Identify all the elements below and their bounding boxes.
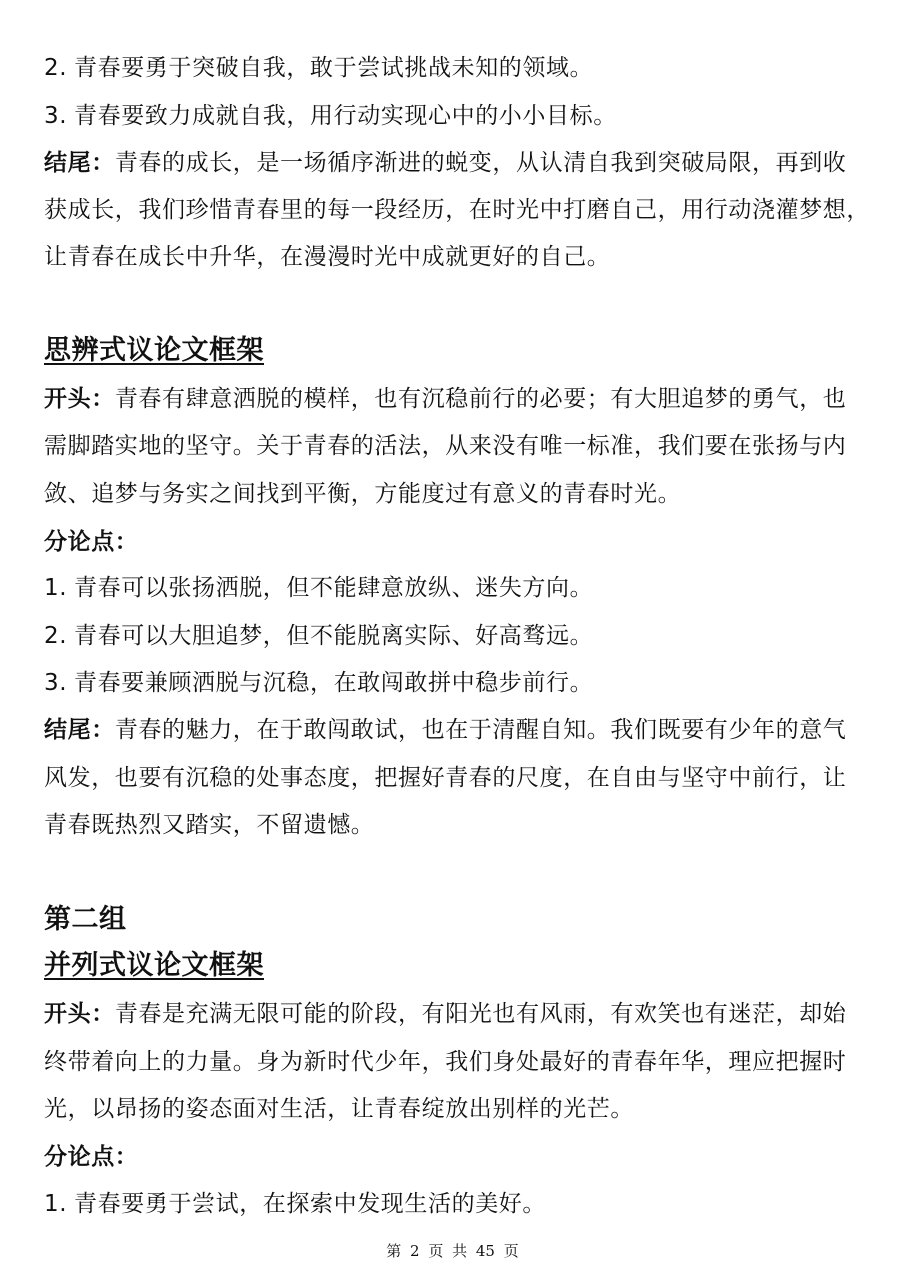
ending-text: 青春的魅力，在于敢闯敢试，也在于清醒自知。我们既要有少年的意气 [114,717,847,743]
point-item [44,101,874,131]
point-number: 1. [44,1191,68,1217]
opening-paragraph-line: 终带着向上的力量。身为新时代少年，我们身处最好的青春年华，理应把握时 [44,1049,847,1075]
points-label: 分论点： [44,529,139,555]
point-item [44,668,874,698]
point-number: 3. [44,103,68,129]
ending-paragraph-line [44,148,874,178]
opening-paragraph-line: 光，以昂扬的姿态面对生活，让青春绽放出别样的光芒。 [44,1096,634,1122]
ending-label: 结尾： [44,717,115,743]
group-title: 第二组 [44,904,127,935]
opening-paragraph-line: 需脚踏实地的坚守。关于青春的活法，从来没有唯一标准，我们要在张扬与内 [44,433,847,459]
section-title: 思辨式议论文框架 [44,335,264,366]
points-label: 分论点： [44,1144,139,1170]
point-number: 3. [44,670,68,696]
point-item [44,53,874,83]
ending-label: 结尾： [44,150,115,176]
ending-text: 青春的成长，是一场循序渐进的蜕变，从认清自我到突破局限，再到收 [114,150,847,176]
ending-paragraph-line: 获成长，我们珍惜青春里的每一段经历，在时光中打磨自己，用行动浇灌梦想， [44,197,870,223]
point-item [44,621,874,651]
opening-label: 开头： [44,386,115,412]
point-number: 2. [44,623,68,649]
opening-paragraph-line [44,999,874,1029]
opening-paragraph-line [44,384,874,414]
point-text: 青春可以张扬洒脱，但不能肆意放纵、迷失方向。 [74,575,594,601]
opening-text: 青春是充满无限可能的阶段，有阳光也有风雨，有欢笑也有迷茫，却始 [114,1001,847,1027]
point-number: 1. [44,575,68,601]
point-number: 2. [44,55,68,81]
point-text: 青春要勇于尝试，在探索中发现生活的美好。 [74,1191,546,1217]
point-item [44,573,874,603]
ending-paragraph-line: 让青春在成长中升华，在漫漫时光中成就更好的自己。 [44,244,611,270]
opening-paragraph-line: 敛、追梦与务实之间找到平衡，方能度过有意义的青春时光。 [44,481,682,507]
ending-paragraph-line: 风发，也要有沉稳的处事态度，把握好青春的尺度，在自由与坚守中前行，让 [44,765,847,791]
section-title: 并列式议论文框架 [44,950,264,981]
point-text: 青春可以大胆追梦，但不能脱离实际、好高骛远。 [74,623,594,649]
point-text: 青春要勇于突破自我，敢于尝试挑战未知的领域。 [74,55,594,81]
point-text: 青春要兼顾洒脱与沉稳，在敢闯敢拼中稳步前行。 [74,670,594,696]
point-item [44,1189,874,1219]
opening-label: 开头： [44,1001,115,1027]
ending-paragraph-line: 青春既热烈又踏实，不留遗憾。 [44,812,375,838]
opening-text: 青春有肆意洒脱的模样，也有沉稳前行的必要；有大胆追梦的勇气，也 [114,386,847,412]
page-footer: 第 2 页 共 45 页 [386,1242,519,1260]
point-text: 青春要致力成就自我，用行动实现心中的小小目标。 [74,103,617,129]
ending-paragraph-line [44,715,874,745]
